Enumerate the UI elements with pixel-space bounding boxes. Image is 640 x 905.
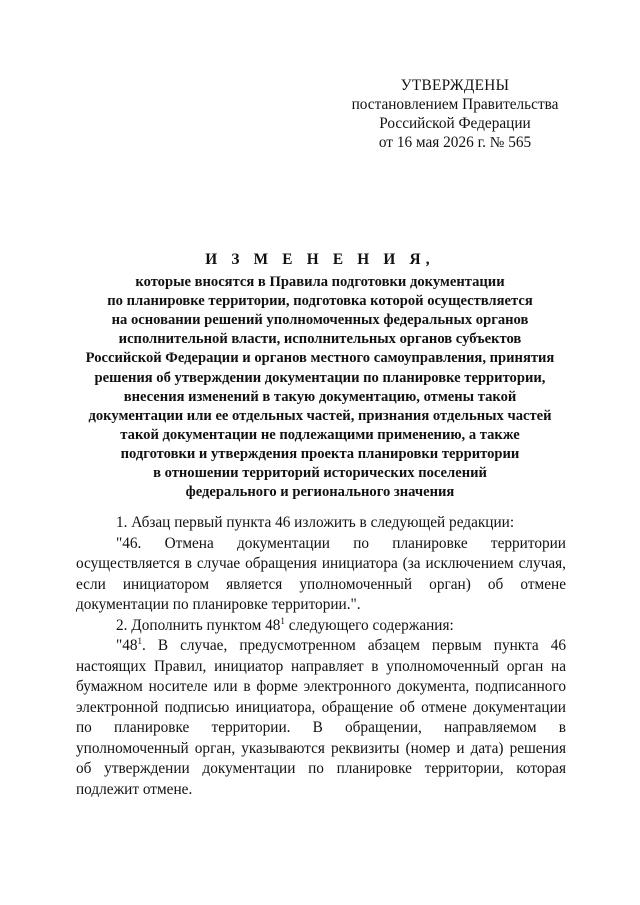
title-line: такой документации не подлежащими применению, а также: [120, 426, 520, 443]
paragraph-3-text: 2. Дополнить пунктом 48: [116, 616, 281, 634]
document-body: [76, 513, 566, 800]
title-line: которые вносятся в Правила подготовки документации: [135, 274, 505, 291]
paragraph-4-text: "48: [116, 637, 138, 654]
title-heading: И З М Е Н Е Н И Я,: [205, 251, 435, 268]
paragraph-3: [76, 616, 566, 637]
title-line: внесения изменений в такую документацию, отмены такой: [123, 388, 517, 405]
paragraph-4: [76, 636, 566, 800]
title-line: в отношении территорий исторических поселений: [153, 465, 487, 482]
approved-line-1: постановлением Правительства: [351, 96, 559, 113]
paragraph-4-text-end: . В случае, предусмотренном абзацем первым пункта 46 настоящих Правил, инициатор направляет в уполномоченный орган на бумажном носителе или в форме электронного документа, подписанного электронной подписью инициатора, обращение об отмене документации по планировке территории. В обращении, направляемом в уполномоченный орган, указываются реквизиты (номер и дата) решения об утверждении документации по планировке территории, которая подлежит отмене.: [76, 637, 566, 798]
approval-stamp: [330, 76, 580, 152]
title-line: решения об утверждении документации по планировке территории,: [94, 369, 546, 386]
approved-heading: УТВЕРЖДЕНЫ: [400, 77, 510, 94]
title-line: по планировке территории, подготовка которой осуществляется: [107, 293, 533, 310]
paragraph-3-text-end: следующего содержания:: [284, 616, 454, 634]
title-line: подготовки и утверждения проекта планировки территории: [120, 445, 520, 462]
title-line: на основании решений уполномоченных федеральных органов: [111, 312, 529, 329]
paragraph-1: 1. Абзац первый пункта 46 изложить в следующей редакции:: [116, 514, 515, 531]
document-title: [60, 250, 580, 502]
approved-line-3: от 16 мая 2026 г. № 565: [378, 134, 532, 151]
title-line: документации или ее отдельных частей, признания отдельных частей: [88, 407, 552, 424]
title-line: Российской Федерации и органов местного самоуправления, принятия: [85, 350, 555, 367]
title-line: исполнительной власти, исполнительных органов субъектов: [118, 331, 522, 348]
superscript: 1: [280, 615, 285, 626]
superscript: 1: [137, 635, 143, 646]
approved-line-2: Российской Федерации: [379, 115, 531, 132]
title-line: федерального и регионального значения: [185, 484, 455, 501]
paragraph-2: "46. Отмена документации по планировке территории осуществляется в случае обращения инициатора (за исключением случая, если инициатором является уполномоченный орган) об отмене документации по планировке территории.".: [76, 534, 566, 613]
